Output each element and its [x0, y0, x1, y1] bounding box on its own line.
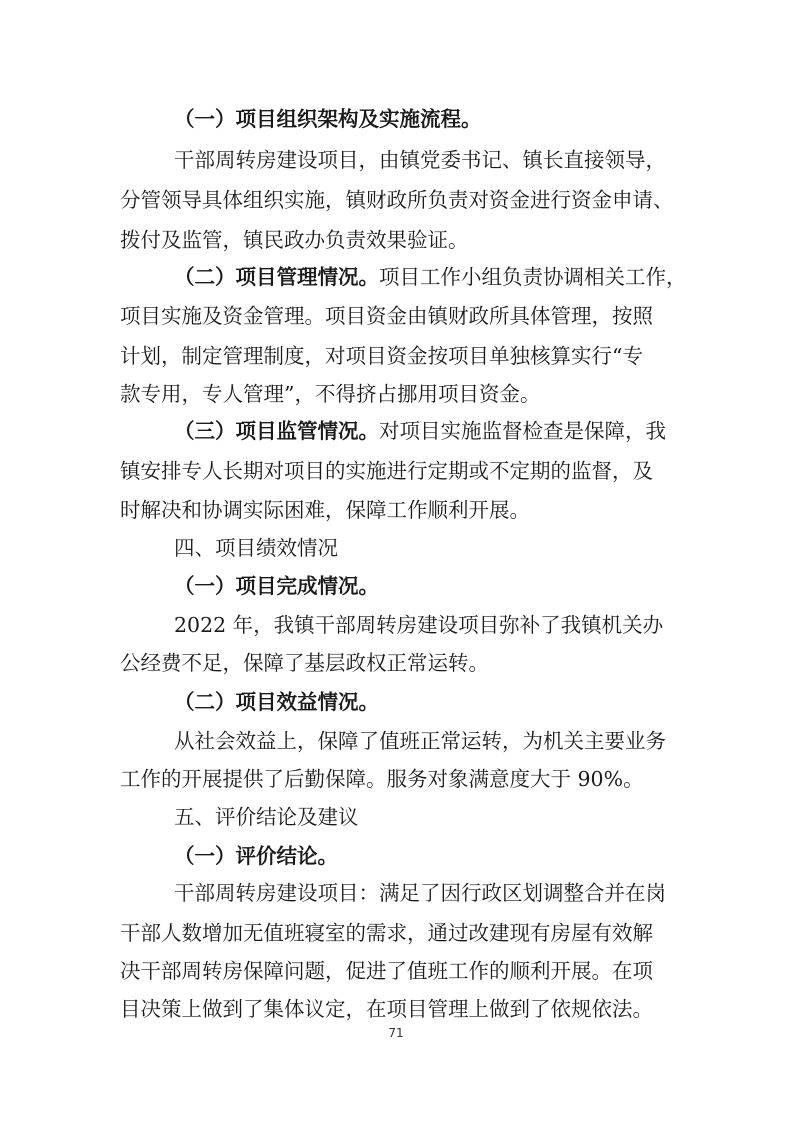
paragraph-line: 工作的开展提供了后勤保障。服务对象满意度大于 90%。 — [120, 767, 644, 791]
section-heading-conclusion: 五、评价结论及建议 — [174, 805, 359, 829]
paragraph-line: 2022 年，我镇干部周转房建设项目弥补了我镇机关办 — [174, 613, 664, 637]
heading-management: （二）项目管理情况。 — [174, 265, 379, 289]
paragraph-line: 公经费不足，保障了基层政权正常运转。 — [120, 651, 489, 675]
heading-supervision: （三）项目监管情况。 — [174, 419, 379, 443]
page-number: 71 — [388, 1026, 404, 1040]
section-heading-performance: 四、项目绩效情况 — [174, 536, 338, 560]
heading-benefit: （二）项目效益情况。 — [174, 690, 379, 714]
heading-completion: （一）项目完成情况。 — [174, 574, 379, 598]
paragraph-supervision — [0, 412, 792, 450]
paragraph-line: 款专用，专人管理”，不得挤占挪用项目资金。 — [120, 382, 541, 406]
paragraph-line: 干部人数增加无值班寝室的需求，通过改建现有房屋有效解 — [120, 921, 653, 945]
paragraph-line: 干部周转房建设项目：满足了因行政区划调整合并在岗 — [174, 881, 666, 905]
paragraph-line: 决干部周转房保障问题，促进了值班工作的顺利开展。在项 — [120, 959, 653, 983]
heading-evaluation: （一）评价结论。 — [174, 844, 338, 868]
paragraph-line: 镇安排专人长期对项目的实施进行定期或不定期的监督，及 — [120, 459, 653, 483]
paragraph-line: 分管领导具体组织实施，镇财政所负责对资金进行资金申请、 — [120, 188, 674, 212]
paragraph-line: 干部周转房建设项目，由镇党委书记、镇长直接领导， — [174, 148, 666, 172]
paragraph-text: 项目工作小组负责协调相关工作， — [379, 265, 687, 289]
heading-org-structure: （一）项目组织架构及实施流程。 — [174, 107, 482, 131]
paragraph-line: 从社会效益上，保障了值班正常运转，为机关主要业务 — [174, 729, 666, 753]
paragraph-line: 拨付及监管，镇民政办负责效果验证。 — [120, 228, 469, 252]
paragraph-text: 对项目实施监督检查是保障，我 — [379, 419, 666, 443]
paragraph-line: 时解决和协调实际困难，保障工作顺利开展。 — [120, 498, 530, 522]
paragraph-line: 项目实施及资金管理。项目资金由镇财政所具体管理，按照 — [120, 304, 653, 328]
paragraph-management — [0, 258, 792, 296]
paragraph-line: 目决策上做到了集体议定，在项目管理上做到了依规依法。 — [120, 997, 653, 1021]
paragraph-line: 计划，制定管理制度，对项目资金按项目单独核算实行“专 — [120, 344, 643, 368]
